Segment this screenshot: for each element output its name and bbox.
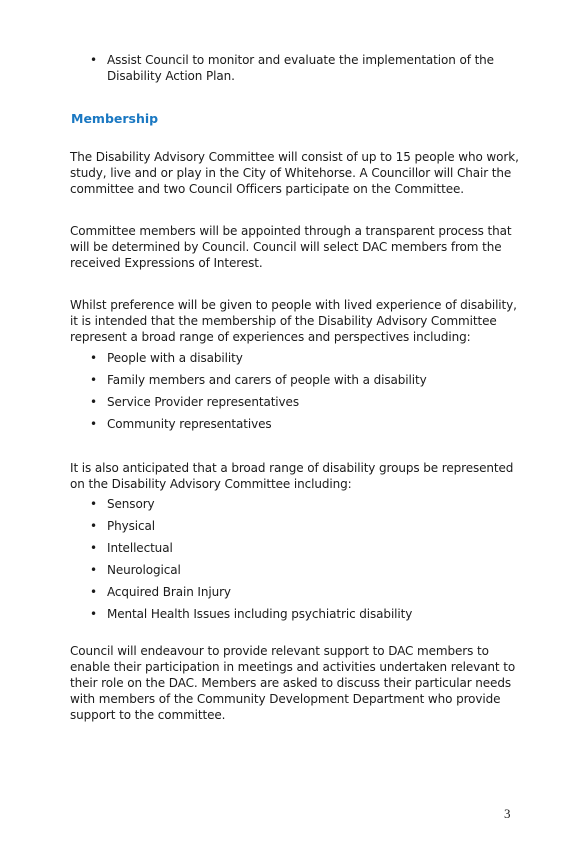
list-item: • Acquired Brain Injury <box>107 584 527 600</box>
paragraph-lived-experience: Whilst preference will be given to people with lived experience of disability, it is intended that the membership of the Disability Advisory Committee represent a broad range of experiences and perspectives including: <box>70 298 517 344</box>
list-item: • Physical <box>107 518 527 534</box>
paragraph-membership-composition: The Disability Advisory Committee will consist of up to 15 people who work, study, live and or play in the City of Whitehorse. A Councillor will Chair the committee and two Council Officers participate on the Committee. <box>70 150 519 196</box>
list-item: • People with a disability <box>107 350 527 366</box>
paragraph-disability-groups: It is also anticipated that a broad range of disability groups be represented on the Disability Advisory Committee including: <box>70 461 514 491</box>
paragraph-support: Council will endeavour to provide relevant support to DAC members to enable their participation in meetings and activities undertaken relevant to their role on the DAC. Members are asked to discuss their particular needs with members of the Community Development Department who provide support to the committee. <box>70 644 516 722</box>
list-item: • Intellectual <box>107 540 527 556</box>
list-item: • Assist Council to monitor and evaluate the implementation of the Disability Action Plan. <box>107 52 527 84</box>
list-item: • Sensory <box>107 496 527 512</box>
page-number: 3 <box>504 806 511 821</box>
paragraph-appointment-process: Committee members will be appointed through a transparent process that will be determined by Council. Council will select DAC members from the received Expressions of Interest. <box>70 224 512 270</box>
list-item: • Neurological <box>107 562 527 578</box>
list-item: • Service Provider representatives <box>107 394 527 410</box>
section-heading: Membership <box>71 111 159 126</box>
list-item: • Family members and carers of people with a disability <box>107 372 527 388</box>
list-item: • Community representatives <box>107 416 527 432</box>
list-item: • Mental Health Issues including psychiatric disability <box>107 606 527 622</box>
